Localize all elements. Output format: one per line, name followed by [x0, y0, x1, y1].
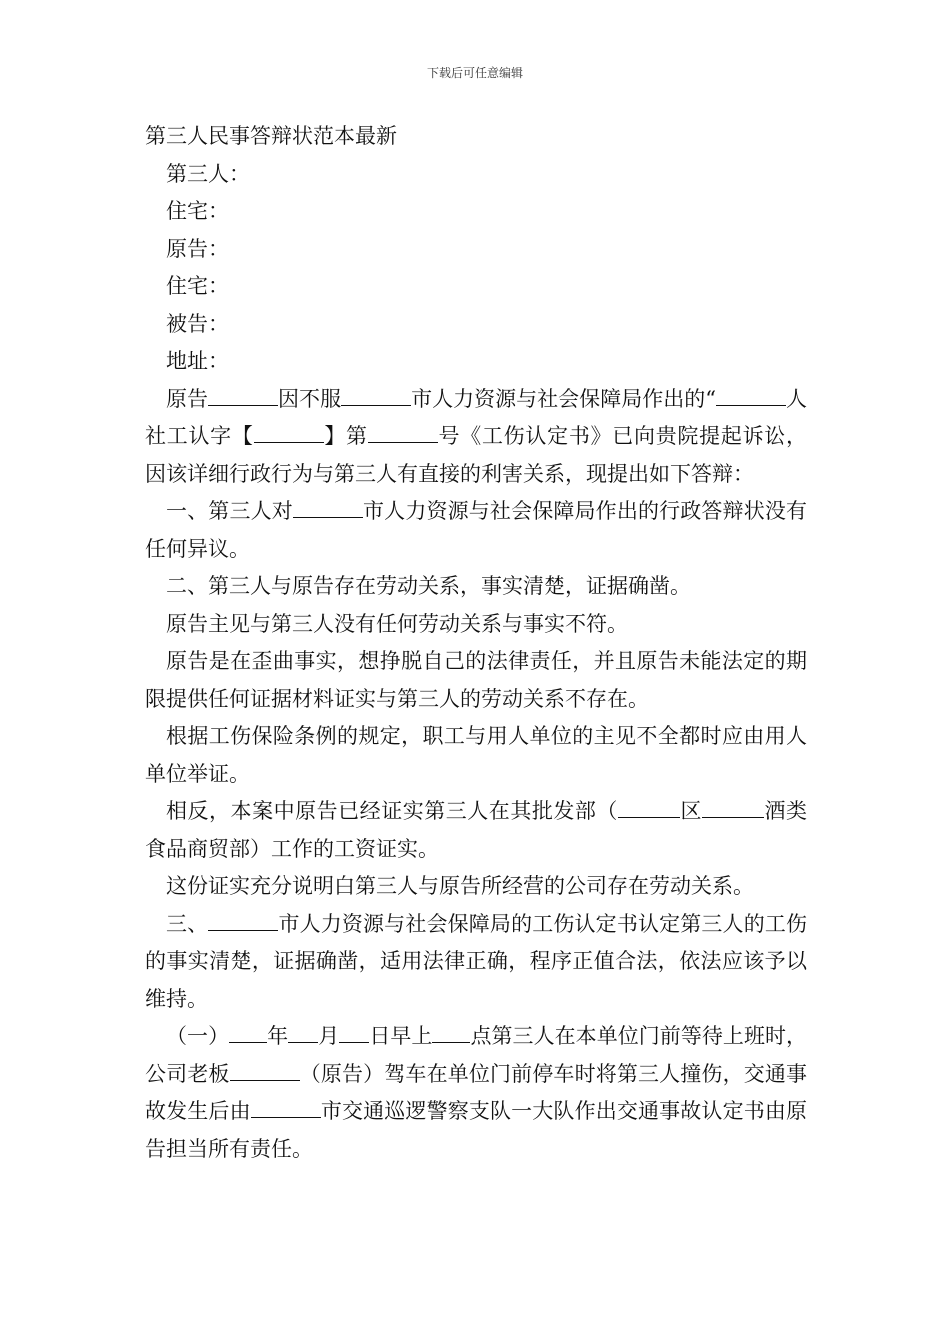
paragraph-incident: [145, 1018, 807, 1168]
paragraph-proof: 这份证实充分说明白第三人与原告所经营的公司存在劳动关系。: [166, 874, 754, 898]
fill-blank: [341, 385, 411, 406]
text-segment: 市人力资源与社会保障局的工伤认定书认定第三人的工伤的事实清楚，证据确凿，适用法律正确，程序正值合法，依法应该予以维持。: [145, 911, 807, 1011]
text-segment: 号《工伤认定书》已向贵院提起诉讼，因该详细行政行为与第三人有直接的利害关系，现提出如下答辩：: [145, 424, 808, 486]
text-segment: 酒类食品商贸部）工作的工资证实。: [145, 799, 808, 861]
fill-blank: [229, 1022, 267, 1043]
fill-blank: [208, 385, 278, 406]
field-residence-1: 住宅：: [166, 199, 229, 223]
text-segment: 因不服: [278, 386, 342, 411]
fill-blank: [293, 497, 363, 518]
text-segment: 日早上: [369, 1024, 433, 1048]
paragraph-point-3: [145, 906, 807, 1019]
fill-blank: [702, 797, 764, 818]
fill-blank: [368, 422, 438, 443]
paragraph-evidence: [145, 793, 807, 868]
paragraph-point-2: 二、第三人与原告存在劳动关系，事实清楚，证据确凿。: [166, 574, 691, 598]
field-address: 地址：: [166, 349, 229, 373]
text-segment: 点第三人在本单位门前等待上班时，公司老板: [145, 1024, 808, 1086]
text-segment: （一）: [166, 1024, 230, 1048]
paragraph-intro: [145, 381, 807, 494]
fill-blank: [230, 1060, 300, 1081]
paragraph-point-1: [145, 493, 807, 568]
text-segment: 】第: [323, 424, 368, 448]
fill-blank: [618, 797, 680, 818]
text-segment: 市交通巡逻警察支队一大队作出交通事故认定书由原告担当所有责任。: [145, 1099, 808, 1161]
paragraph-distortion: 原告是在歪曲事实，想挣脱自己的法律责任，并且原告未能法定的期限提供任何证据材料证实与第三人的劳动关系不存在。: [145, 649, 807, 711]
text-segment: 人社工认字【: [145, 386, 807, 448]
header-note: 下载后可任意编辑: [426, 66, 523, 80]
text-segment: 相反，本案中原告已经证实第三人在其批发部（: [166, 799, 618, 823]
document-body: [145, 118, 807, 1168]
field-residence-2: 住宅：: [166, 274, 229, 298]
field-plaintiff: 原告：: [166, 236, 229, 261]
fill-blank: [251, 1097, 321, 1118]
text-segment: 一、第三人对: [166, 499, 293, 523]
paragraph-claim: 原告主见与第三人没有任何劳动关系与事实不符。: [166, 611, 628, 636]
fill-blank: [254, 422, 324, 443]
text-segment: 三、: [166, 911, 209, 936]
text-segment: 月: [318, 1024, 340, 1048]
text-segment: 市人力资源与社会保障局作出的“: [411, 386, 716, 411]
text-segment: 市人力资源与社会保障局作出的行政答辩状没有任何异议。: [145, 499, 807, 561]
fill-blank: [716, 385, 786, 406]
fill-blank: [288, 1022, 318, 1043]
text-segment: 年: [267, 1024, 289, 1048]
document-title: 第三人民事答辩状范本最新: [145, 124, 397, 148]
fill-blank: [339, 1022, 369, 1043]
text-segment: 原告: [166, 386, 209, 411]
text-segment: 区: [679, 799, 702, 823]
fill-blank: [432, 1022, 470, 1043]
field-third-party: 第三人：: [166, 161, 250, 186]
text-segment: （原告）驾车在单位门前停车时将第三人撞伤，交通事故发生后由: [145, 1061, 808, 1123]
field-defendant: 被告：: [166, 311, 229, 336]
paragraph-regulation: 根据工伤保险条例的规定，职工与用人单位的主见不全都时应由用人单位举证。: [145, 724, 807, 786]
fill-blank: [208, 910, 278, 931]
